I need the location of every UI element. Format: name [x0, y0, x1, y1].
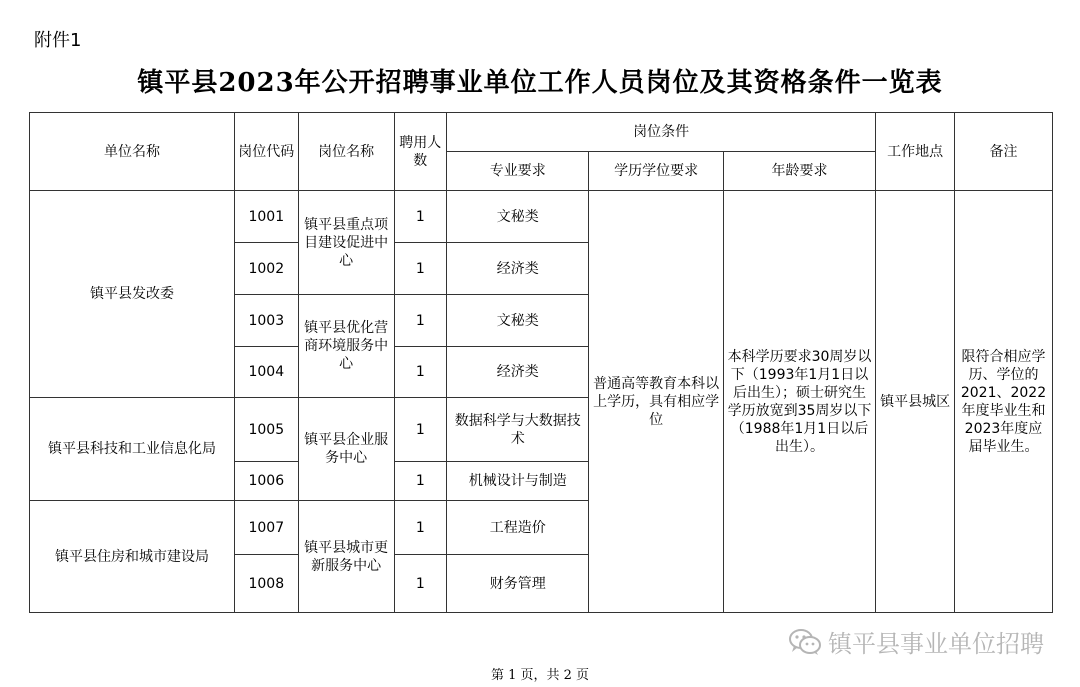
header-unit: 单位名称: [30, 113, 235, 191]
count-cell: 1: [394, 462, 447, 501]
post-cell: 镇平县企业服务中心: [298, 398, 394, 501]
header-conditions: 岗位条件: [447, 113, 876, 152]
page-footer: 第 1 页，共 2 页: [490, 668, 590, 683]
count-cell: 1: [394, 295, 447, 347]
code-cell: 1008: [235, 555, 299, 613]
header-post: 岗位名称: [298, 113, 394, 191]
major-cell: 数据科学与大数据技术: [447, 398, 589, 462]
count-cell: 1: [394, 398, 447, 462]
header-major: 专业要求: [447, 152, 589, 191]
header-age: 年龄要求: [723, 152, 875, 191]
header-education: 学历学位要求: [589, 152, 723, 191]
count-cell: 1: [394, 347, 447, 398]
major-cell: 经济类: [447, 243, 589, 295]
remarks-cell: 限符合相应学历、学位的2021、2022年度毕业生和2023年度应届毕业生。: [955, 191, 1053, 613]
count-cell: 1: [394, 555, 447, 613]
header-remarks: 备注: [955, 113, 1053, 191]
header-location: 工作地点: [876, 113, 955, 191]
education-cell: 普通高等教育本科以上学历，具有相应学位: [589, 191, 723, 613]
count-cell: 1: [394, 191, 447, 243]
code-cell: 1002: [235, 243, 299, 295]
major-cell: 经济类: [447, 347, 589, 398]
major-cell: 工程造价: [447, 501, 589, 555]
code-cell: 1007: [235, 501, 299, 555]
unit-cell: 镇平县科技和工业信息化局: [30, 398, 235, 501]
header-code: 岗位代码: [235, 113, 299, 191]
unit-cell: 镇平县发改委: [30, 191, 235, 398]
positions-table: [29, 112, 1053, 613]
header-row-1: [30, 113, 1053, 152]
page-title: 镇平县2023年公开招聘事业单位工作人员岗位及其资格条件一览表: [137, 68, 943, 98]
attachment-label: 附件1: [34, 30, 82, 51]
location-cell: 镇平县城区: [876, 191, 955, 613]
code-cell: 1001: [235, 191, 299, 243]
watermark: [788, 624, 1044, 659]
post-cell: 镇平县优化营商环境服务中心: [298, 295, 394, 398]
header-count: 聘用人数: [394, 113, 447, 191]
major-cell: 财务管理: [447, 555, 589, 613]
wechat-icon: [788, 628, 822, 656]
age-cell: 本科学历要求30周岁以下（1993年1月1日以后出生）；硕士研究生学历放宽到35周岁以下（1988年1月1日以后出生）。: [723, 191, 875, 613]
unit-cell: 镇平县住房和城市建设局: [30, 501, 235, 613]
major-cell: 文秘类: [447, 295, 589, 347]
major-cell: 机械设计与制造: [447, 462, 589, 501]
post-cell: 镇平县城市更新服务中心: [298, 501, 394, 613]
post-cell: 镇平县重点项目建设促进中心: [298, 191, 394, 295]
count-cell: 1: [394, 501, 447, 555]
code-cell: 1003: [235, 295, 299, 347]
code-cell: 1006: [235, 462, 299, 501]
count-cell: 1: [394, 243, 447, 295]
code-cell: 1004: [235, 347, 299, 398]
code-cell: 1005: [235, 398, 299, 462]
watermark-text: 镇平县事业单位招聘: [828, 630, 1044, 658]
table-row: [30, 191, 1053, 243]
major-cell: 文秘类: [447, 191, 589, 243]
